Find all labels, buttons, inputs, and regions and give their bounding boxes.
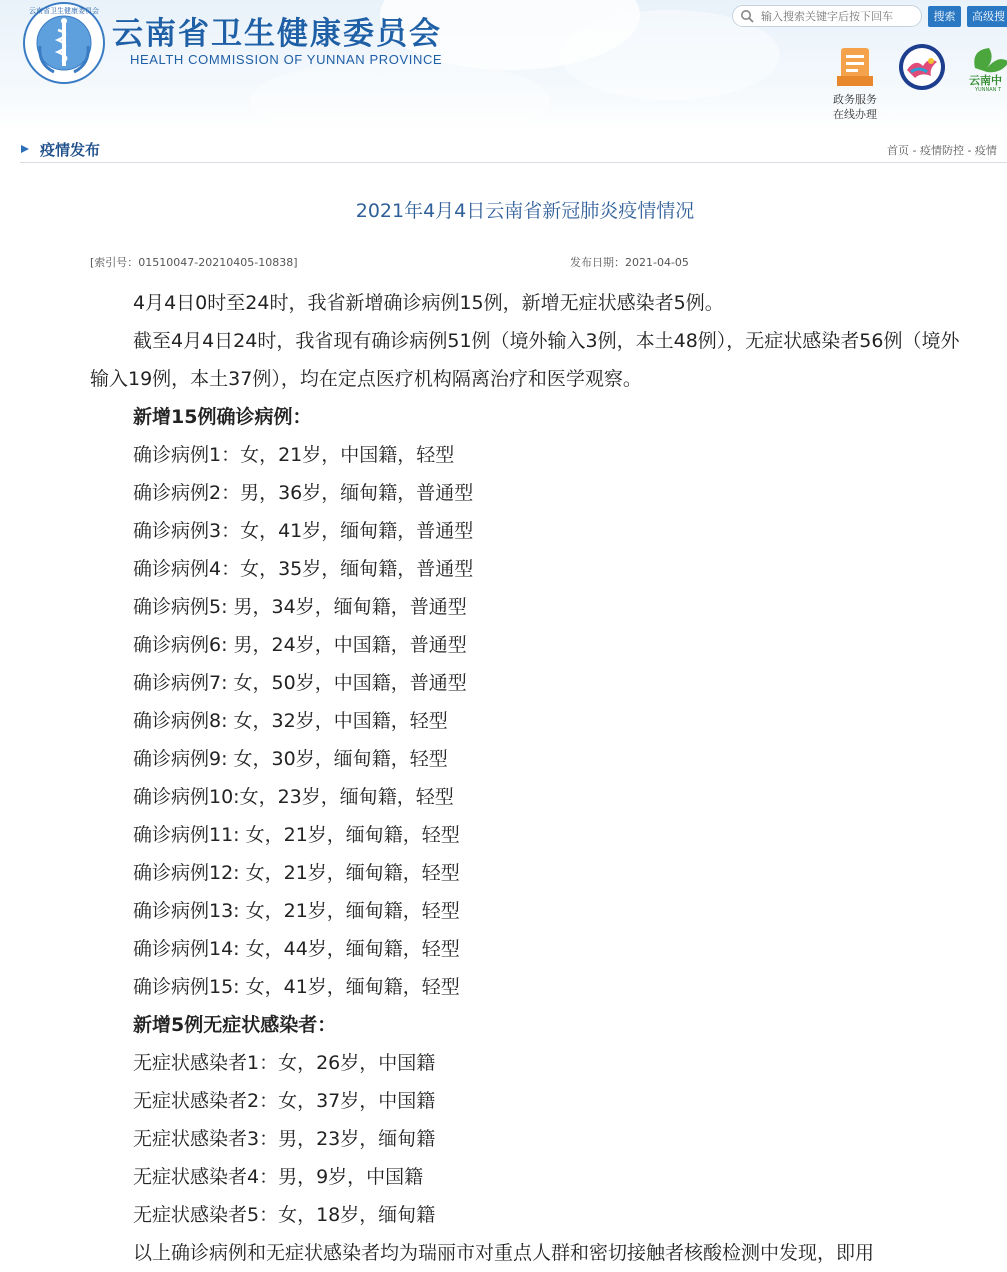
breadcrumb[interactable]: 首页 - 疫情防控 - 疫情 [887,144,997,157]
emblem-ring-text: 云南省卫生健康委员会 [29,7,99,15]
confirmed-case-item: 确诊病例14: 女，44岁，缅甸籍，轻型 [133,938,460,960]
summary-paragraph: 截至4月4日24时，我省现有确诊病例51例（境外输入3例，本土48例），无症状感染者56例（境外输入19例，本土37例），均在定点医疗机构隔离治疗和医学观察。 [90,330,960,390]
search-button[interactable]: 搜索 [928,6,961,27]
confirmed-case-item: 确诊病例2：男，36岁，缅甸籍，普通型 [133,482,474,504]
site-header [0,0,1007,132]
confirmed-case-item: 确诊病例12: 女，21岁，缅甸籍，轻型 [133,862,460,884]
confirmed-case-item: 确诊病例6: 男，24岁，中国籍，普通型 [133,634,467,656]
confirmed-case-item: 确诊病例15: 女，41岁，缅甸籍，轻型 [133,976,460,998]
asymptomatic-heading: 新增5例无症状感染者： [133,1014,337,1036]
article-body [90,284,965,1272]
confirmed-case-item: 确诊病例11: 女，21岁，缅甸籍，轻型 [133,824,460,846]
site-subtitle: HEALTH COMMISSION OF YUNNAN PROVINCE [130,52,443,67]
search-icon [740,9,754,23]
site-title[interactable]: 云南省卫生健康委员会 [112,16,442,52]
confirmed-case-item: 确诊病例8: 女，32岁，中国籍，轻型 [133,710,448,732]
asymptomatic-case-item: 无症状感染者3：男，23岁，缅甸籍 [133,1128,436,1150]
summary-paragraph: 4月4日0时至24时，我省新增确诊病例15例，新增无症状感染者5例。 [133,292,724,314]
service-label-line1: 政务服务 [833,93,877,106]
service-label-line2: 在线办理 [833,108,877,121]
search-input[interactable] [761,8,916,24]
asymptomatic-case-item: 无症状感染者2：女，37岁，中国籍 [133,1090,436,1112]
article-publish-date: 发布日期：2021-04-05 [570,256,689,269]
article-title: 2021年4月4日云南省新冠肺炎疫情情况 [355,200,695,222]
dove-logo-icon[interactable] [897,42,947,92]
asymptomatic-case-item: 无症状感染者5：女，18岁，缅甸籍 [133,1204,436,1226]
confirmed-case-item: 确诊病例1：女，21岁，中国籍，轻型 [133,444,455,466]
emblem-icon[interactable] [22,2,106,84]
header-cloud-decoration [250,60,550,132]
document-icon[interactable] [833,46,877,90]
asymptomatic-case-item: 无症状感染者1：女，26岁，中国籍 [133,1052,436,1074]
tcm-logo-icon[interactable] [965,44,1007,92]
confirmed-case-item: 确诊病例7: 女，50岁，中国籍，普通型 [133,672,467,694]
tcm-logo-text: 云南中 [969,74,1002,87]
section-bar [20,136,1007,163]
confirmed-case-item: 确诊病例5: 男，34岁，缅甸籍，普通型 [133,596,467,618]
confirmed-case-item: 确诊病例9: 女，30岁，缅甸籍，轻型 [133,748,448,770]
asymptomatic-case-item: 无症状感染者4：男，9岁，中国籍 [133,1166,424,1188]
confirmed-case-item: 确诊病例13: 女，21岁，缅甸籍，轻型 [133,900,460,922]
section-title[interactable]: 疫情发布 [40,141,101,159]
confirmed-case-item: 确诊病例4：女，35岁，缅甸籍，普通型 [133,558,474,580]
confirmed-case-item: 确诊病例10:女，23岁，缅甸籍，轻型 [133,786,454,808]
closing-paragraph: 以上确诊病例和无症状感染者均为瑞丽市对重点人群和密切接触者核酸检测中发现，即用 [133,1242,875,1264]
triangle-right-icon [20,144,30,154]
article-index-number: [索引号：01510047-20210405-10838] [90,256,298,269]
tcm-logo-subtext: YUNNAN T [975,87,1001,92]
confirmed-heading: 新增15例确诊病例： [133,406,312,428]
advanced-search-button[interactable]: 高级搜 [967,6,1007,27]
search-box[interactable] [732,5,922,27]
online-service-link[interactable] [822,92,888,122]
confirmed-case-item: 确诊病例3：女，41岁，缅甸籍，普通型 [133,520,474,542]
